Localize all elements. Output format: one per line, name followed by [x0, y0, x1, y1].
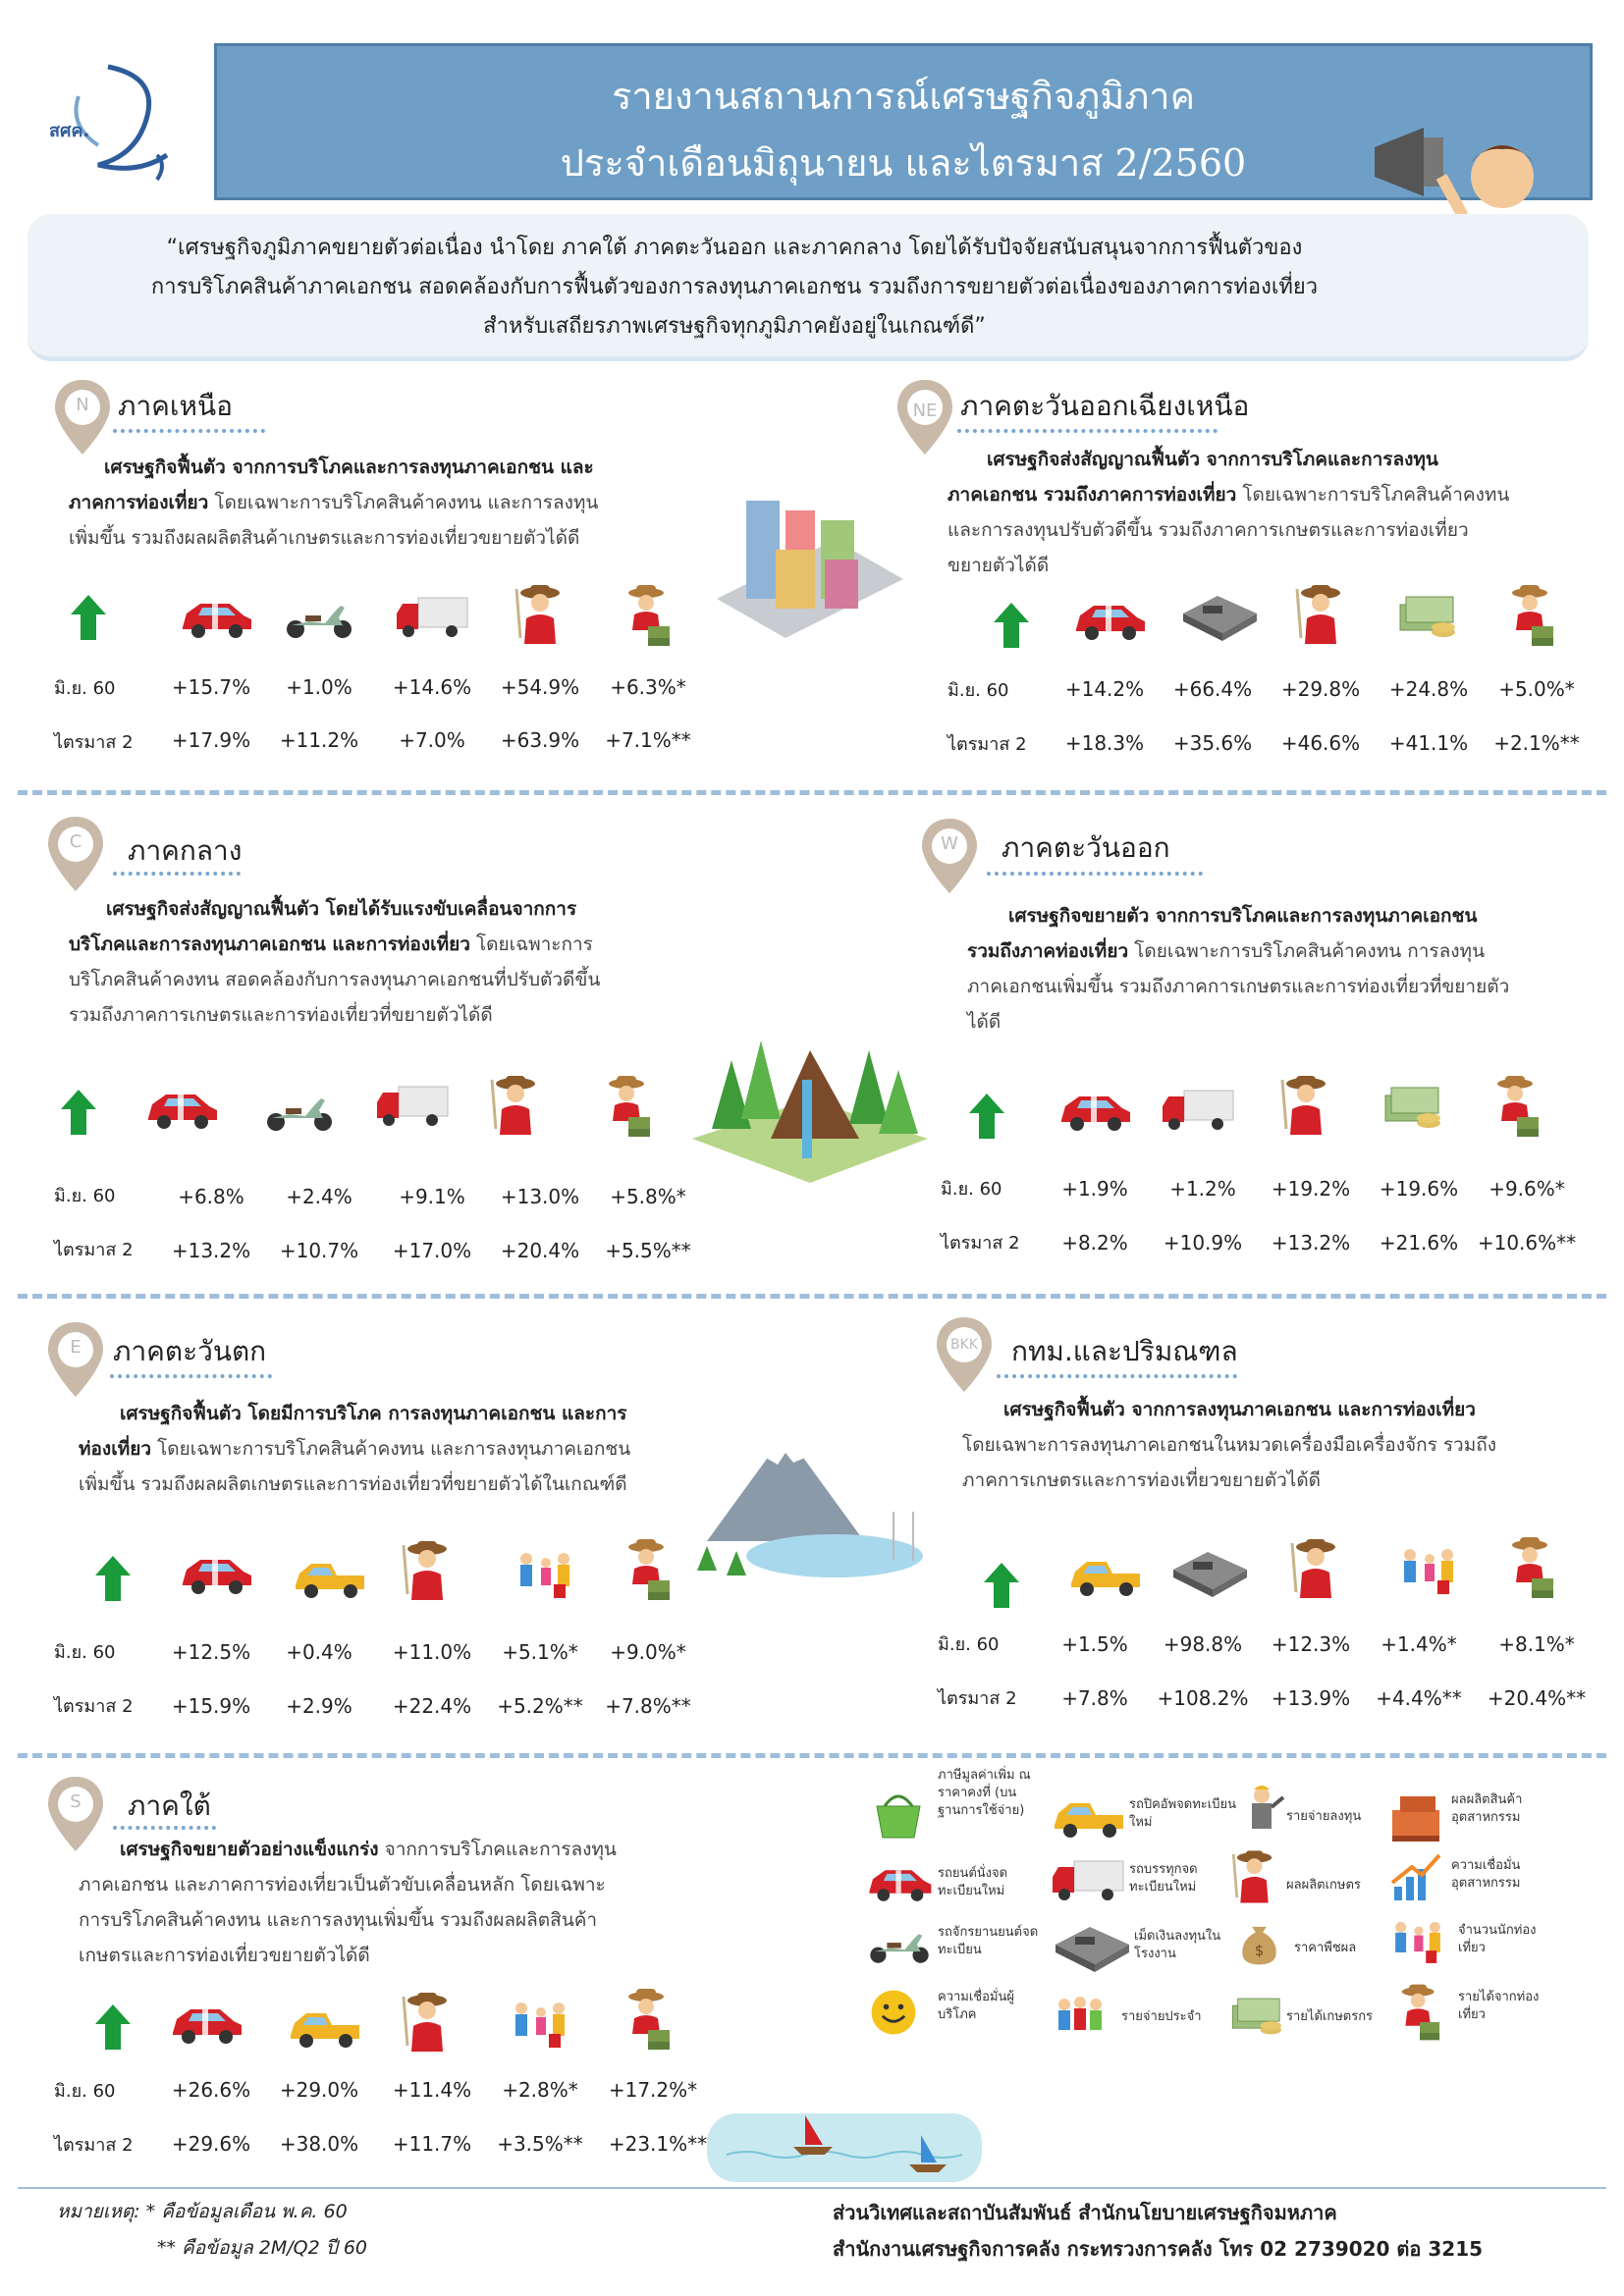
value-month: +29.8% — [1280, 677, 1361, 701]
value-quarter: +13.2% — [171, 1239, 251, 1262]
desc-line: เศรษฐกิจขยายตัวอย่างแข็งแกร่ง — [120, 1839, 379, 1860]
machinery-icon — [1173, 581, 1262, 646]
region-code: BKK — [950, 1337, 978, 1353]
money-icon — [1380, 1074, 1448, 1137]
desc-line: จากการบริโภคและการลงทุน — [378, 1839, 617, 1860]
section-divider — [18, 1753, 1606, 1758]
value-quarter: +5.2%** — [497, 1694, 583, 1718]
value-month: +66.4% — [1172, 677, 1253, 701]
up-arrow-icon — [59, 1088, 98, 1137]
legend-label: รายได้จากท่องเที่ยว — [1458, 1990, 1540, 2022]
value-quarter: +22.4% — [392, 1694, 472, 1718]
value-month: +24.8% — [1388, 677, 1469, 701]
value-quarter: +13.9% — [1271, 1686, 1351, 1710]
title-underline — [957, 429, 1218, 433]
region-code: C — [69, 831, 82, 852]
value-month: +1.4%* — [1380, 1632, 1457, 1656]
logo-text: สศค. — [49, 121, 90, 141]
car-icon — [142, 1078, 221, 1137]
legend-label: ภาษีมูลค่าเพิ่ม ณ ราคาคงที่ (บนฐานการใช้จ่าย) — [938, 1768, 1031, 1818]
title-underline — [110, 1374, 272, 1378]
footer-agency: ส่วนวิเทศและสถาบันสัมพันธ์ สำนักนโยบายเศรษฐกิจมหภาค — [833, 2201, 1337, 2224]
farmer-icon — [398, 1987, 457, 2056]
region-description — [79, 1396, 707, 1502]
title-underline — [113, 1826, 216, 1830]
value-quarter: +20.4% — [500, 1239, 580, 1262]
row-label-month: มิ.ย. 60 — [54, 1642, 116, 1663]
region-code: S — [70, 1791, 81, 1812]
value-month: +12.3% — [1271, 1632, 1351, 1656]
car-icon — [177, 587, 255, 646]
region-title: ภาคตะวันออก — [1001, 831, 1170, 864]
desc-line: บริโภคและการลงทุนภาคเอกชน และการท่องเที่ยว — [69, 934, 470, 955]
value-quarter: +10.7% — [279, 1239, 359, 1262]
car-icon — [177, 1543, 255, 1602]
value-quarter: +17.0% — [392, 1239, 472, 1262]
value-month: +13.0% — [500, 1185, 580, 1208]
value-quarter: +2.9% — [286, 1694, 352, 1718]
truck-icon — [373, 1076, 452, 1135]
machinery-icon — [1164, 1537, 1252, 1602]
value-month: +6.8% — [178, 1185, 244, 1208]
pickup-icon — [1049, 1791, 1127, 1841]
up-arrow-icon — [982, 1561, 1021, 1610]
footer-contact: สำนักงานเศรษฐกิจการคลัง กระทรวงการคลัง โทร 02 2739020 ต่อ 3215 — [833, 2237, 1484, 2261]
legend-label: ผลผลิตสินค้าอุตสาหกรรม — [1451, 1792, 1523, 1825]
value-quarter: +18.3% — [1064, 731, 1145, 755]
desc-line: โดยเฉพาะการบริโภคสินค้าคงทน การลงทุน — [1128, 940, 1486, 962]
desc-line: การบริโภคสินค้าคงทน และการลงทุนเพิ่มขึ้น รวมถึงผลผลิตสินค้า — [79, 1909, 598, 1931]
value-quarter: +11.2% — [279, 728, 359, 752]
up-arrow-icon — [69, 593, 108, 642]
location-pin-icon — [44, 815, 107, 893]
value-month: +6.3%* — [610, 675, 686, 699]
value-month: +14.6% — [392, 675, 472, 699]
value-quarter: +20.4%** — [1487, 1686, 1587, 1710]
region-description — [69, 891, 697, 1033]
money-icon — [1394, 583, 1463, 646]
value-quarter: +4.4%** — [1376, 1686, 1462, 1710]
legend-label: ความเชื่อมั่นอุตสาหกรรม — [1451, 1858, 1521, 1891]
value-month: +1.9% — [1061, 1177, 1128, 1201]
basket-icon — [869, 1785, 928, 1843]
legend-label: รถบรรทุกจดทะเบียนใหม่ — [1129, 1862, 1198, 1895]
footer-rule — [18, 2187, 1606, 2189]
location-pin-icon — [918, 817, 981, 895]
farmer-icon — [511, 579, 569, 648]
note-2: ** คือข้อมูล 2M/Q2 ปี 60 — [157, 2237, 368, 2259]
value-quarter: +41.1% — [1388, 731, 1469, 755]
row-label-month: มิ.ย. 60 — [54, 1186, 116, 1206]
legend-label: รถจักรยานยนต์จดทะเบียน — [938, 1925, 1039, 1957]
value-quarter: +38.0% — [279, 2132, 359, 2156]
desc-line: บริโภคสินค้าคงทน สอดคล้องกับการลงทุนภาคเอกชนที่ปรับตัวดีขึ้น — [69, 969, 601, 990]
desc-line: เศรษฐกิจส่งสัญญาณฟื้นตัว จากการบริโภคและการลงทุน — [987, 449, 1438, 470]
legend-label: จำนวนนักท่องเที่ยว — [1458, 1923, 1537, 1955]
value-quarter: +35.6% — [1172, 731, 1253, 755]
desc-line: ภาคเอกชนเพิ่มขึ้น รวมถึงภาคการเกษตรและการท่องเที่ยวที่ขยายตัว — [967, 976, 1510, 997]
desc-line: โดยเฉพาะการบริโภคสินค้าคงทน และการลงทุน — [208, 492, 599, 513]
value-month: +11.0% — [392, 1640, 472, 1664]
value-quarter: +7.0% — [399, 728, 465, 752]
money-bag-icon — [1232, 1914, 1286, 1968]
location-pin-icon — [51, 378, 114, 456]
value-quarter: +3.5%** — [497, 2132, 583, 2156]
summary-line-3: สำหรับเสถียรภาพเศรษฐกิจทุกภูมิภาคยังอยู่ในเกณฑ์ดี” — [483, 314, 986, 339]
value-quarter: +5.5%** — [605, 1239, 691, 1262]
page-subtitle: ประจำเดือนมิถุนายน และไตรมาส 2/2560 — [560, 141, 1247, 185]
farmer-icon — [1227, 1845, 1281, 1906]
desc-line: เศรษฐกิจขยายตัว จากการบริโภคและการลงทุนภาคเอกชน — [1008, 905, 1478, 927]
desc-line: โดยเฉพาะการบริโภคสินค้าคงทน และการลงทุนภาคเอกชน — [151, 1438, 631, 1460]
truck-icon — [393, 587, 471, 646]
pickup-icon — [1065, 1545, 1144, 1604]
value-quarter: +13.2% — [1271, 1231, 1351, 1255]
money-icon — [1227, 1987, 1288, 2042]
value-quarter: +2.1%** — [1493, 731, 1580, 755]
farmer-icon — [398, 1535, 457, 1604]
worker-icon — [1232, 1782, 1291, 1841]
value-quarter: +7.8% — [1061, 1686, 1128, 1710]
desc-line: ภาคเอกชน รวมถึงภาคการท่องเที่ยว — [947, 484, 1237, 506]
value-quarter: +15.9% — [171, 1694, 251, 1718]
desc-line: รวมถึงภาคการเกษตรและการท่องเที่ยวที่ขยายตัวได้ดี — [69, 1004, 493, 1026]
legend-label: ผลผลิตเกษตร — [1286, 1878, 1361, 1893]
summary-line-2: การบริโภคสินค้าภาคเอกชน สอดคล้องกับการฟื้นตัวของการลงทุนภาคเอกชน รวมถึงการขยายตัวต่อเนื่องของภาคการท่องเที่ยว — [150, 275, 1319, 299]
region-description — [79, 1832, 707, 1973]
value-month: +1.0% — [286, 675, 352, 699]
family-icon — [1394, 1541, 1463, 1600]
farmer-icon — [1276, 1070, 1335, 1139]
value-quarter: +10.9% — [1163, 1231, 1243, 1255]
desc-line: เศรษฐกิจส่งสัญญาณฟื้นตัว โดยได้รับแรงขับเคลื่อนจากการ — [106, 898, 577, 920]
tourist-icon — [1488, 1072, 1546, 1141]
value-quarter: +7.1%** — [605, 728, 691, 752]
row-label-month: มิ.ย. 60 — [938, 1634, 1000, 1655]
row-label-quarter: ไตรมาส 2 — [938, 1688, 1017, 1709]
title-underline — [987, 872, 1203, 876]
value-month: +2.4% — [286, 1185, 352, 1208]
value-quarter: +46.6% — [1280, 731, 1361, 755]
region-title: ภาคใต้ — [128, 1789, 211, 1822]
family-icon — [1386, 1914, 1449, 1969]
up-arrow-icon — [992, 601, 1031, 650]
value-month: +2.8%* — [502, 2078, 578, 2102]
desc-line: ได้ดี — [967, 1011, 1001, 1033]
value-month: +8.1%* — [1498, 1632, 1575, 1656]
notes-label — [57, 2197, 348, 2226]
title-underline — [997, 1374, 1237, 1378]
desc-line: เพิ่มขึ้น รวมถึงผลผลิตเกษตรและการท่องเที่ยวที่ขยายตัวได้ในเกณฑ์ดี — [79, 1473, 627, 1495]
legend-label: รายจ่ายลงทุน — [1286, 1809, 1362, 1824]
chart-icon — [1386, 1847, 1445, 1906]
value-quarter: +17.9% — [171, 728, 251, 752]
desc-line: เศรษฐกิจฟื้นตัว จากการบริโภคและการลงทุนภาคเอกชน และ — [104, 456, 594, 478]
value-month: +12.5% — [171, 1640, 251, 1664]
summary-line-1: “เศรษฐกิจภูมิภาคขยายตัวต่อเนื่อง นำโดย ภาคใต้ ภาคตะวันออก และภาคกลาง โดยได้รับปัจจัยสนับสนุนจากการฟื้นตัวของ — [166, 236, 1303, 260]
value-quarter: +21.6% — [1379, 1231, 1459, 1255]
sea-boats-illustration — [707, 2106, 982, 2189]
smiley-icon — [866, 1985, 921, 2040]
car-icon — [1070, 589, 1149, 648]
desc-line: ภาคการเกษตรและการท่องเที่ยวขยายตัวได้ดี — [962, 1469, 1322, 1491]
region-description — [69, 450, 677, 556]
location-pin-icon — [933, 1315, 996, 1394]
desc-line: รวมถึงภาคท่องเที่ยว — [967, 940, 1129, 962]
title-underline — [113, 872, 241, 876]
region-code: W — [941, 833, 958, 854]
tourist-icon — [619, 581, 677, 650]
farmer-icon — [1286, 1533, 1345, 1602]
value-month: +5.8%* — [610, 1185, 686, 1208]
tourist-icon — [1502, 581, 1561, 650]
row-label-quarter: ไตรมาส 2 — [947, 734, 1027, 755]
region-title: กทม.และปริมณฑล — [1011, 1335, 1238, 1367]
value-month: +26.6% — [171, 2078, 251, 2102]
desc-line: โดยเฉพาะการบริโภคสินค้าคงทน — [1236, 484, 1510, 506]
section-divider — [18, 790, 1606, 795]
row-label-quarter: ไตรมาส 2 — [54, 732, 134, 753]
scooter-icon — [260, 1080, 339, 1139]
legend-label: ความเชื่อมั่นผู้บริโภค — [938, 1990, 1015, 2022]
row-label-quarter: ไตรมาส 2 — [54, 1696, 134, 1717]
car-icon — [864, 1857, 935, 1906]
region-title: ภาคตะวันตก — [113, 1335, 267, 1367]
pickup-icon — [290, 1547, 368, 1606]
row-label-month: มิ.ย. 60 — [947, 680, 1009, 701]
value-month: +14.2% — [1064, 677, 1145, 701]
value-month: +1.5% — [1061, 1632, 1128, 1656]
tourist-icon — [619, 1985, 677, 2054]
region-code: N — [76, 395, 89, 415]
desc-line: โดยเฉพาะการลงทุนภาคเอกชนในหมวดเครื่องมือเครื่องจักร รวมถึง — [962, 1434, 1497, 1456]
up-arrow-icon — [93, 2002, 133, 2052]
desc-line: ท่องเที่ยว — [79, 1438, 152, 1460]
value-quarter: +11.7% — [392, 2132, 472, 2156]
scooter-icon — [864, 1919, 935, 1968]
row-label-quarter: ไตรมาส 2 — [941, 1233, 1020, 1254]
title-underline — [113, 429, 265, 433]
row-label-quarter: ไตรมาส 2 — [54, 2135, 134, 2156]
truck-icon — [1049, 1855, 1127, 1904]
legend-label: เม็ดเงินลงทุนในโรงงาน — [1134, 1929, 1221, 1961]
factory-icon — [1386, 1787, 1445, 1845]
value-month: +9.6%* — [1489, 1177, 1565, 1201]
region-code: E — [70, 1337, 81, 1358]
up-arrow-icon — [967, 1092, 1006, 1141]
legend-label: ราคาพืชผล — [1294, 1941, 1357, 1955]
tourist-icon — [599, 1072, 658, 1141]
value-month: +9.0%* — [610, 1640, 686, 1664]
value-quarter: +108.2% — [1157, 1686, 1249, 1710]
value-month: +0.4% — [286, 1640, 352, 1664]
value-month: +5.0%* — [1498, 677, 1575, 701]
legend-label: รายได้เกษตรกร — [1286, 2009, 1374, 2024]
desc-line: เศรษฐกิจฟื้นตัว โดยมีการบริโภค การลงทุนภาคเอกชน และการ — [120, 1403, 627, 1424]
region-code: NE — [912, 400, 938, 421]
value-quarter: +7.8%** — [605, 1694, 691, 1718]
desc-line: เกษตรและการท่องเที่ยวขยายตัวได้ดี — [79, 1945, 370, 1966]
desc-line: เพิ่มขึ้น รวมถึงผลผลิตสินค้าเกษตรและการท่องเที่ยวขยายตัวได้ดี — [69, 527, 580, 549]
value-month: +15.7% — [171, 675, 251, 699]
row-label-month: มิ.ย. 60 — [54, 678, 116, 699]
crowd-icon — [1049, 1985, 1111, 2044]
tourist-icon — [1502, 1533, 1561, 1602]
page-title: รายงานสถานการณ์เศรษฐกิจภูมิภาค — [611, 75, 1196, 118]
value-quarter: +29.6% — [171, 2132, 251, 2156]
legend-label: รถยนต์นั่งจดทะเบียนใหม่ — [938, 1866, 1008, 1898]
value-month: +19.6% — [1379, 1177, 1459, 1201]
value-month: +5.1%* — [502, 1640, 578, 1664]
family-icon — [506, 1995, 574, 2054]
value-month: +9.1% — [399, 1185, 465, 1208]
pickup-icon — [285, 1997, 363, 2056]
value-quarter: +23.1%** — [608, 2132, 708, 2156]
desc-line: ภาคเอกชน และภาคการท่องเที่ยวเป็นตัวขับเคลื่อนหลัก โดยเฉพาะ — [79, 1874, 606, 1896]
region-description — [967, 898, 1596, 1040]
family-icon — [511, 1545, 579, 1604]
location-pin-icon — [44, 1320, 107, 1399]
up-arrow-icon — [93, 1554, 133, 1603]
car-icon — [167, 1993, 245, 2052]
value-month: +1.2% — [1169, 1177, 1236, 1201]
summary-quote-box — [27, 214, 1589, 361]
value-month: +19.2% — [1271, 1177, 1351, 1201]
farmer-icon — [486, 1070, 545, 1139]
city-illustration — [717, 481, 903, 648]
scooter-icon — [280, 587, 358, 646]
ministry-logo — [39, 57, 196, 194]
tourist-icon — [1392, 1981, 1447, 2044]
section-divider — [18, 1294, 1606, 1299]
forest-waterfall-illustration — [692, 1011, 928, 1188]
value-month: +54.9% — [500, 675, 580, 699]
value-quarter: +10.6%** — [1477, 1231, 1577, 1255]
mountain-lake-illustration — [687, 1414, 943, 1590]
region-description — [962, 1392, 1591, 1498]
desc-line: เศรษฐกิจฟื้นตัว จากการลงทุนภาคเอกชน และการท่องเที่ยว — [1003, 1399, 1476, 1420]
row-label-quarter: ไตรมาส 2 — [54, 1240, 134, 1260]
tourist-icon — [619, 1535, 677, 1604]
value-month: +29.0% — [279, 2078, 359, 2102]
machinery-icon — [1046, 1914, 1134, 1975]
row-label-month: มิ.ย. 60 — [941, 1179, 1002, 1200]
truck-icon — [1159, 1080, 1237, 1139]
car-icon — [1056, 1080, 1134, 1139]
desc-line: ภาคการท่องเที่ยว — [69, 492, 209, 513]
note-1: * คือข้อมูลเดือน พ.ค. 60 — [145, 2201, 348, 2222]
notes-title: หมายเหตุ: — [57, 2201, 140, 2222]
value-month: +11.4% — [392, 2078, 472, 2102]
value-month: +98.8% — [1163, 1632, 1243, 1656]
desc-line: โดยเฉพาะการ — [469, 934, 593, 955]
region-title: ภาคเหนือ — [118, 390, 233, 422]
value-quarter: +8.2% — [1061, 1231, 1128, 1255]
region-description — [947, 442, 1576, 583]
legend-label: รายจ่ายประจำ — [1121, 2009, 1202, 2024]
legend-label: รถปิคอัพจดทะเบียนใหม่ — [1129, 1797, 1236, 1830]
desc-line: และการลงทุนปรับตัวดีขึ้น รวมถึงภาคการเกษตรและการท่องเที่ยว — [947, 519, 1469, 541]
farmer-icon — [1291, 579, 1350, 648]
region-title: ภาคตะวันออกเฉียงเหนือ — [960, 390, 1250, 422]
desc-line: ขยายตัวได้ดี — [947, 555, 1050, 576]
region-title: ภาคกลาง — [128, 834, 243, 867]
value-month: +17.2%* — [608, 2078, 698, 2102]
value-quarter: +63.9% — [500, 728, 580, 752]
row-label-month: มิ.ย. 60 — [54, 2081, 116, 2102]
